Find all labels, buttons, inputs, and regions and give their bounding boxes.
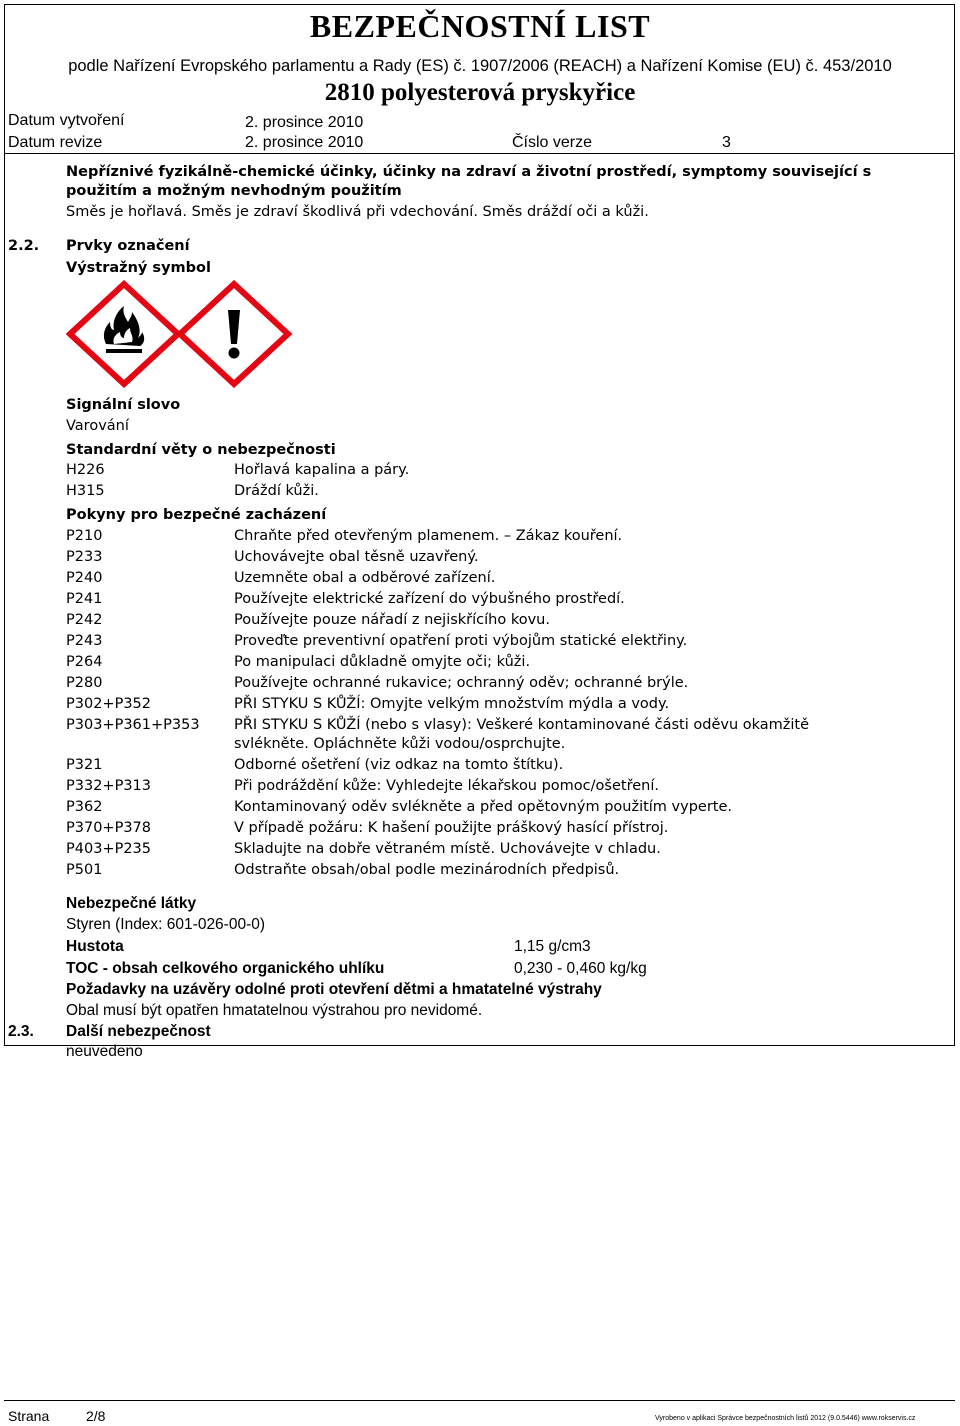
revision-label: Datum revize [8, 134, 103, 151]
toc-label: TOC - obsah celkového organického uhlíku [66, 960, 385, 977]
precaution-code: P241 [66, 591, 103, 607]
precautionary-statements-heading: Pokyny pro bezpečné zacházení [66, 507, 327, 523]
precaution-text: Proveďte preventivní opatření proti výbojům statické elektřiny. [234, 633, 688, 649]
density-label: Hustota [66, 938, 124, 955]
precaution-code: P243 [66, 633, 103, 649]
precaution-text: V případě požáru: K hašení použijte práškový hasící přístroj. [234, 820, 669, 836]
product-name: 2810 polyesterová pryskyřice [324, 79, 636, 106]
precaution-text: PŘI STYKU S KŮŽÍ (nebo s vlasy): Veškeré kontaminované části oděvu okamžitě [234, 717, 810, 733]
precaution-code: P240 [66, 570, 103, 586]
document-title: BEZPEČNOSTNÍ LIST [309, 8, 651, 44]
precaution-code: P210 [66, 528, 103, 544]
precaution-text: Skladujte na dobře větraném místě. Uchovávejte v chladu. [234, 841, 661, 857]
precaution-code: P242 [66, 612, 103, 628]
precaution-code: P233 [66, 549, 103, 565]
closure-requirements-label: Požadavky na uzávěry odolné proti otevření dětmi a hmatatelné výstrahy [66, 981, 602, 998]
page-label: Strana [8, 1408, 50, 1424]
hazard-text: Dráždí kůži. [234, 483, 319, 499]
created-label: Datum vytvoření [8, 112, 125, 129]
exclamation-pictogram-icon [180, 284, 288, 384]
hazard-code: H226 [66, 462, 105, 478]
flame-pictogram-icon [70, 284, 178, 384]
signal-word-label: Signální slovo [66, 397, 181, 413]
section-2-3-number: 2.3. [8, 1023, 34, 1040]
hazard-code: H315 [66, 483, 105, 499]
frame-bottom [4, 1045, 955, 1046]
section-2-3-title: Další nebezpečnost [66, 1023, 211, 1040]
toc-value: 0,230 - 0,460 kg/kg [514, 960, 647, 977]
precaution-text-continued: svlékněte. Opláchněte kůži vodou/osprchujte. [234, 736, 566, 752]
effects-text: Směs je hořlavá. Směs je zdraví škodlivá při vdechování. Směs dráždí oči a kůži. [66, 204, 649, 220]
precaution-text: Kontaminovaný oděv svlékněte a před opětovným použitím vyperte. [234, 799, 733, 815]
precaution-code: P280 [66, 675, 103, 691]
revision-value: 2. prosince 2010 [245, 134, 364, 151]
page-number: 2/8 [86, 1408, 106, 1424]
precaution-text: Po manipulaci důkladně omyjte oči; kůži. [234, 654, 531, 670]
precaution-text: Odborné ošetření (viz odkaz na tomto štítku). [234, 757, 564, 773]
precaution-code: P321 [66, 757, 103, 773]
frame-left [4, 4, 5, 1046]
created-value: 2. prosince 2010 [245, 114, 364, 131]
precaution-text: Při podráždění kůže: Vyhledejte lékařskou pomoc/ošetření. [234, 778, 659, 794]
regulation-reference: podle Nařízení Evropského parlamentu a Rady (ES) č. 1907/2006 (REACH) a Nařízení Komise (EU) č. 453/2010 [68, 57, 892, 75]
version-label: Číslo verze [512, 134, 593, 151]
hazard-statements-heading: Standardní věty o nebezpečnosti [66, 442, 336, 458]
precaution-code: P302+P352 [66, 696, 151, 712]
header-divider [4, 153, 955, 154]
precaution-text: Uzemněte obal a odběrové zařízení. [234, 570, 496, 586]
section-2-2-title: Prvky označení [66, 238, 190, 254]
producer-note: Vyrobeno v aplikaci Správce bezpečnostních listů 2012 (9.0.5446) www.rokservis.cz [655, 1415, 916, 1422]
footer-divider [4, 1400, 955, 1401]
precaution-code: P362 [66, 799, 103, 815]
precaution-code: P501 [66, 862, 103, 878]
version-value: 3 [722, 134, 731, 151]
hazard-pictograms [66, 280, 306, 388]
precaution-text: Chraňte před otevřeným plamenem. – Zákaz kouření. [234, 528, 623, 544]
precaution-code: P332+P313 [66, 778, 151, 794]
precaution-text: Uchovávejte obal těsně uzavřený. [234, 549, 479, 565]
precaution-code: P370+P378 [66, 820, 151, 836]
density-value: 1,15 g/cm3 [514, 938, 591, 955]
closure-requirements-text: Obal musí být opatřen hmatatelnou výstrahou pro nevidomé. [66, 1002, 483, 1019]
hazard-text: Hořlavá kapalina a páry. [234, 462, 410, 478]
dangerous-substances: Styren (Index: 601-026-00-0) [66, 916, 266, 933]
precaution-text: PŘI STYKU S KŮŽÍ: Omyjte velkým množstvím mýdla a vody. [234, 696, 670, 712]
precaution-code: P403+P235 [66, 841, 151, 857]
hazard-symbol-label: Výstražný symbol [66, 260, 211, 276]
precaution-text: Odstraňte obsah/obal podle mezinárodních předpisů. [234, 862, 620, 878]
precaution-text: Používejte ochranné rukavice; ochranný oděv; ochranné brýle. [234, 675, 689, 691]
precaution-code: P303+P361+P353 [66, 717, 200, 733]
effects-heading-line1: Nepříznivé fyzikálně-chemické účinky, účinky na zdraví a životní prostředí, symptomy související s [66, 164, 872, 180]
precaution-text: Používejte elektrické zařízení do výbušného prostředí. [234, 591, 625, 607]
precaution-code: P264 [66, 654, 103, 670]
section-2-2-number: 2.2. [8, 238, 40, 254]
frame-right [954, 4, 955, 1046]
header-frame-top [4, 4, 954, 5]
effects-heading-line2: použitím a možným nevhodným použitím [66, 183, 402, 199]
signal-word: Varování [66, 418, 129, 434]
precaution-text: Používejte pouze nářadí z nejiskřícího kovu. [234, 612, 550, 628]
dangerous-substances-label: Nebezpečné látky [66, 895, 197, 912]
section-2-3-text: neuvedeno [66, 1043, 143, 1060]
